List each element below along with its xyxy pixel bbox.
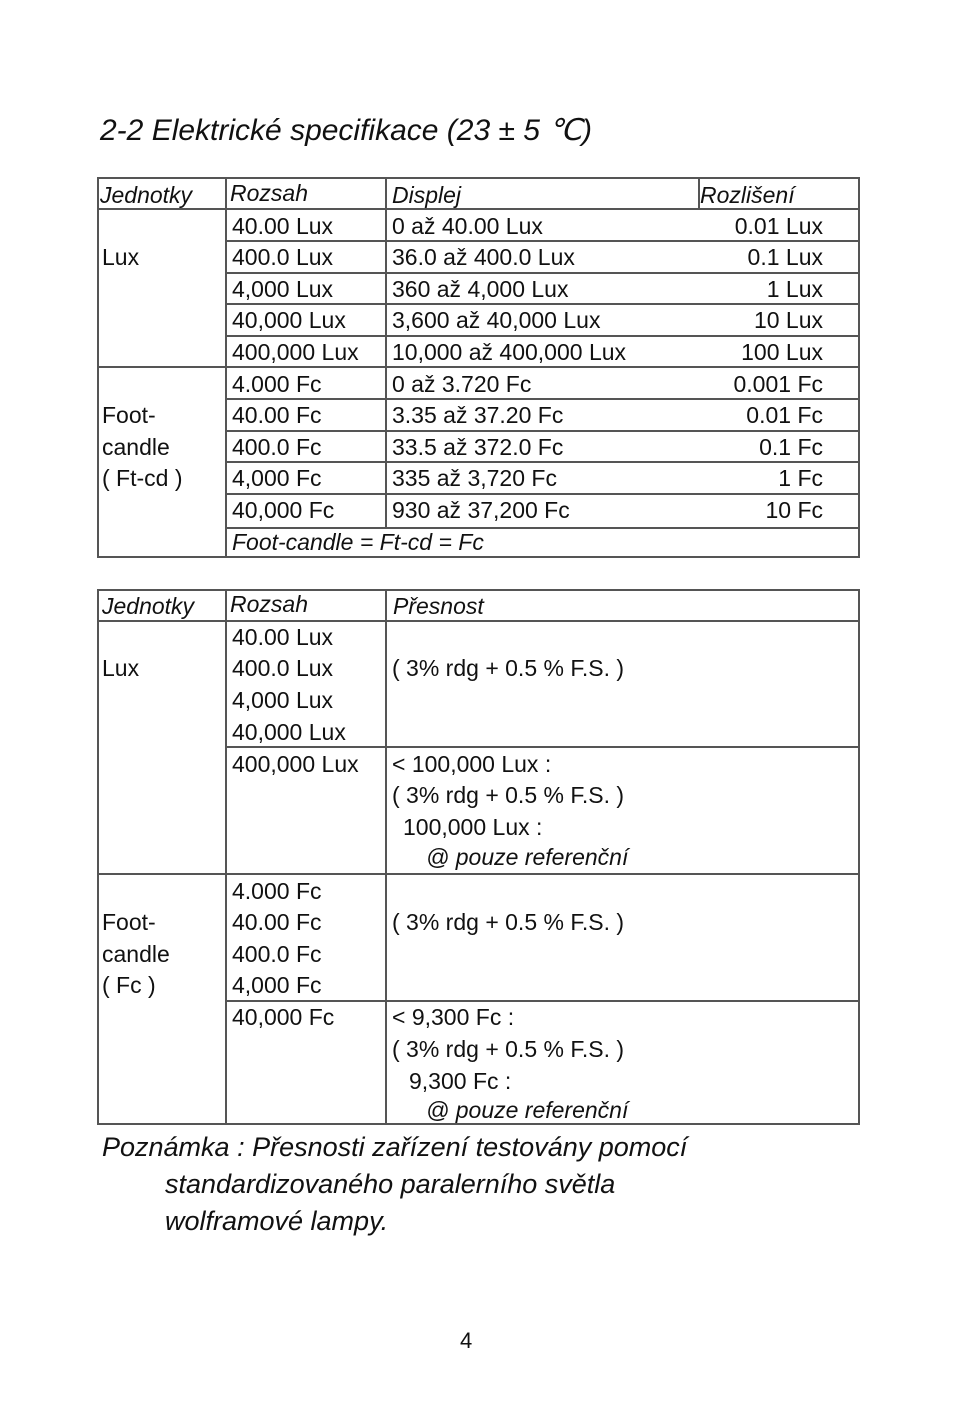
unit-fc-label: candle — [102, 434, 170, 460]
range-cell: 400,000 Lux — [232, 751, 359, 777]
display-cell: 360 až 4,000 Lux — [392, 276, 569, 302]
reference-only-note: @ pouze referenční — [426, 1097, 629, 1123]
header-accuracy: Přesnost — [393, 593, 484, 619]
unit-lux-label: Lux — [102, 655, 140, 681]
resolution-cell: 1 Fc — [778, 465, 823, 491]
display-cell: 0 až 40.00 Lux — [392, 213, 543, 239]
range-cell: 4,000 Lux — [232, 276, 334, 302]
footnote: Foot-candle = Ft-cd = Fc — [232, 529, 484, 555]
accuracy-cell: < 100,000 Lux : — [392, 751, 552, 777]
header-units: Jednotky — [102, 593, 195, 619]
range-cell: 4,000 Fc — [232, 972, 322, 998]
unit-fc-label: Foot- — [102, 402, 156, 428]
page-number: 4 — [460, 1328, 473, 1353]
range-cell: 4,000 Lux — [232, 687, 334, 713]
accuracy-cell: ( 3% rdg + 0.5 % F.S. ) — [392, 1036, 625, 1062]
note-line: wolframové lampy. — [165, 1206, 389, 1236]
resolution-cell: 0.1 Fc — [759, 434, 823, 460]
range-cell: 400.0 Fc — [232, 941, 322, 967]
header-display: Displej — [392, 182, 462, 208]
header-range: Rozsah — [230, 591, 308, 617]
display-cell: 3.35 až 37.20 Fc — [392, 402, 564, 428]
range-cell: 40,000 Fc — [232, 497, 335, 523]
note-line: Poznámka : Přesnosti zařízení testovány pomocí — [102, 1132, 688, 1162]
accuracy-cell: < 9,300 Fc : — [392, 1004, 515, 1030]
display-cell: 335 až 3,720 Fc — [392, 465, 557, 491]
resolution-cell: 10 Lux — [753, 307, 823, 333]
range-cell: 40.00 Lux — [232, 213, 334, 239]
header-units: Jednotky — [100, 182, 193, 208]
range-cell: 400,000 Lux — [232, 339, 359, 365]
range-cell: 4,000 Fc — [232, 465, 322, 491]
accuracy-cell: ( 3% rdg + 0.5 % F.S. ) — [392, 655, 625, 681]
unit-fc-label: ( Ft-cd ) — [102, 465, 183, 491]
resolution-cell: 0.1 Lux — [747, 244, 823, 270]
unit-fc-label: candle — [102, 941, 170, 967]
display-cell: 10,000 až 400,000 Lux — [392, 339, 627, 365]
accuracy-cell: ( 3% rdg + 0.5 % F.S. ) — [392, 782, 625, 808]
header-range: Rozsah — [230, 180, 308, 206]
resolution-cell: 0.001 Fc — [733, 371, 823, 397]
unit-fc-label: ( Fc ) — [102, 972, 156, 998]
range-cell: 40.00 Fc — [232, 909, 322, 935]
resolution-cell: 0.01 Lux — [734, 213, 823, 239]
range-cell: 40,000 Lux — [232, 307, 346, 333]
range-cell: 4.000 Fc — [232, 371, 322, 397]
unit-fc-label: Foot- — [102, 909, 156, 935]
range-cell: 400.0 Lux — [232, 244, 334, 270]
section-title: 2-2 Elektrické specifikace (23 ± 5 ℃) — [100, 114, 592, 147]
range-cell: 40,000 Lux — [232, 719, 346, 745]
display-cell: 36.0 až 400.0 Lux — [392, 244, 575, 270]
accuracy-cell: 9,300 Fc : — [409, 1068, 512, 1094]
resolution-cell: 1 Lux — [766, 276, 823, 302]
unit-lux-label: Lux — [102, 244, 140, 270]
range-cell: 40,000 Fc — [232, 1004, 335, 1030]
header-resolution: Rozlišení — [700, 182, 795, 208]
range-cell: 40.00 Lux — [232, 624, 334, 650]
display-cell: 930 až 37,200 Fc — [392, 497, 570, 523]
range-cell: 400.0 Fc — [232, 434, 322, 460]
range-cell: 400.0 Lux — [232, 655, 334, 681]
display-cell: 0 až 3.720 Fc — [392, 371, 532, 397]
range-cell: 40.00 Fc — [232, 402, 322, 428]
reference-only-note: @ pouze referenční — [426, 844, 629, 870]
resolution-cell: 10 Fc — [765, 497, 823, 523]
resolution-cell: 100 Lux — [741, 339, 823, 365]
range-cell: 4.000 Fc — [232, 878, 322, 904]
display-cell: 3,600 až 40,000 Lux — [392, 307, 601, 333]
resolution-cell: 0.01 Fc — [746, 402, 823, 428]
accuracy-cell: ( 3% rdg + 0.5 % F.S. ) — [392, 909, 625, 935]
accuracy-cell: 100,000 Lux : — [403, 814, 543, 840]
note-line: standardizovaného paralerního světla — [165, 1169, 616, 1199]
display-cell: 33.5 až 372.0 Fc — [392, 434, 564, 460]
